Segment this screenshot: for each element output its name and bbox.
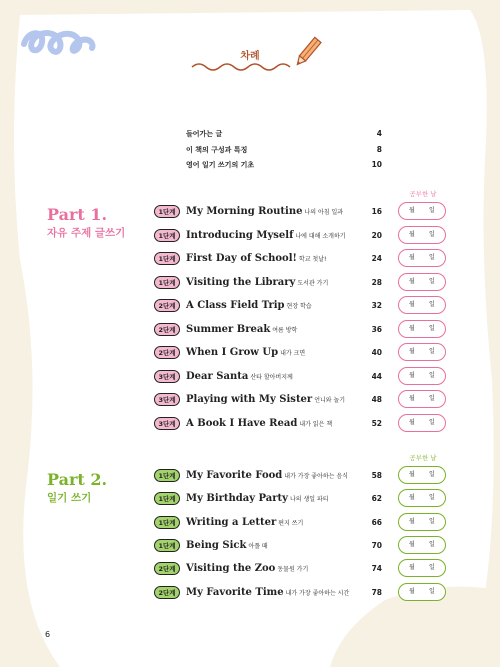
blue-loop-doodle: [18, 24, 98, 60]
day-label: 일: [429, 301, 435, 308]
part1-title: Part 1.: [47, 205, 108, 224]
entry-korean-title: 여름 방학: [272, 326, 298, 334]
entry-korean-title: 아플 때: [248, 542, 268, 550]
toc-entry[interactable]: [150, 490, 450, 508]
entry-title: [186, 368, 293, 387]
entry-title: [186, 321, 297, 340]
entry-page-number: 70: [371, 540, 382, 550]
day-label: 일: [429, 540, 435, 548]
entry-page-number: 16: [371, 207, 382, 216]
entry-korean-title: 내가 가장 좋아하는 시간: [285, 589, 350, 597]
toc-entry[interactable]: [150, 537, 450, 555]
entry-english-title: Being Sick: [186, 539, 247, 551]
study-date-box[interactable]: [398, 513, 446, 531]
entry-page-number: 36: [371, 324, 382, 334]
entry-korean-title: 내가 읽은 책: [299, 420, 333, 428]
entry-english-title: Playing with My Sister: [186, 394, 313, 405]
month-label: 월: [409, 277, 415, 285]
entry-english-title: A Book I Have Read: [186, 417, 298, 429]
entry-page-number: 66: [371, 517, 382, 527]
intro-page: 8: [376, 145, 382, 154]
entry-korean-title: 동물원 가기: [277, 566, 309, 574]
toc-entry[interactable]: [150, 368, 450, 386]
study-date-box[interactable]: [398, 367, 446, 385]
toc-entry[interactable]: [150, 514, 450, 532]
entry-korean-title: 편지 쓰기: [278, 519, 304, 527]
entry-page-number: 78: [371, 587, 382, 597]
level-badge: 1단계: [154, 276, 180, 289]
level-badge: 1단계: [154, 539, 180, 552]
toc-entry[interactable]: [150, 274, 450, 292]
day-label: 일: [429, 230, 435, 238]
entry-title: [186, 560, 308, 579]
day-label: 일: [429, 471, 435, 478]
entry-page-number: 24: [371, 254, 382, 263]
day-label: 일: [429, 348, 435, 355]
level-badge: 2단계: [154, 299, 180, 312]
entry-title: [186, 584, 349, 603]
toc-entry[interactable]: [150, 321, 450, 339]
intro-page: 4: [376, 129, 382, 138]
study-date-box[interactable]: [398, 559, 446, 577]
page-number: 6: [45, 630, 51, 639]
entry-title: [186, 344, 305, 363]
toc-entry[interactable]: [150, 391, 450, 409]
toc-entry[interactable]: [150, 250, 450, 268]
entry-page-number: 74: [371, 564, 382, 574]
day-label: 일: [429, 324, 435, 332]
entry-english-title: Writing a Letter: [186, 516, 277, 528]
study-date-box[interactable]: [398, 296, 446, 314]
study-date-box[interactable]: [398, 320, 446, 338]
entry-page-number: 28: [371, 277, 382, 287]
month-label: 월: [409, 348, 415, 355]
month-label: 월: [409, 564, 415, 572]
toc-entry[interactable]: [150, 203, 450, 221]
intro-row-foreword[interactable]: [186, 127, 382, 141]
entry-page-number: 32: [371, 301, 382, 310]
part2-subtitle: 일기 쓰기: [47, 492, 92, 504]
entry-title: [186, 514, 303, 533]
entry-korean-title: 내가 크면: [280, 350, 306, 357]
day-label: 일: [429, 207, 435, 214]
entry-page-number: 20: [371, 230, 382, 240]
study-date-box[interactable]: [398, 466, 446, 484]
entry-page-number: 48: [371, 395, 382, 404]
toc-entry[interactable]: [150, 415, 450, 433]
month-label: 월: [409, 587, 415, 595]
wavy-underline: [190, 60, 300, 74]
entry-title: [186, 297, 312, 316]
day-label: 일: [429, 254, 435, 261]
month-label: 월: [409, 540, 415, 548]
day-label: 일: [429, 587, 435, 595]
day-label: 일: [429, 395, 435, 402]
entry-page-number: 62: [371, 494, 382, 504]
intro-page: 10: [371, 160, 382, 169]
entry-english-title: First Day of School!: [186, 253, 297, 264]
entry-english-title: My Favorite Food: [186, 470, 283, 481]
level-badge: 3단계: [154, 417, 180, 430]
study-date-box[interactable]: [398, 343, 446, 361]
day-label: 일: [429, 371, 435, 379]
entry-english-title: Introducing Myself: [186, 229, 294, 241]
level-badge: 1단계: [154, 516, 180, 529]
part2-title: Part 2.: [47, 470, 108, 489]
entry-korean-title: 산타 할아버지께: [250, 373, 293, 381]
entry-english-title: My Morning Routine: [186, 206, 303, 217]
level-badge: 3단계: [154, 370, 180, 383]
day-label: 일: [429, 517, 435, 525]
intro-label: 들어가는 글: [186, 130, 223, 138]
entry-korean-title: 나에 대해 소개하기: [295, 232, 346, 240]
entry-english-title: When I Grow Up: [186, 347, 279, 358]
study-date-box[interactable]: [398, 202, 446, 220]
level-badge: 2단계: [154, 346, 180, 359]
toc-entry[interactable]: [150, 560, 450, 578]
entry-title: [186, 467, 348, 486]
month-label: 월: [409, 230, 415, 238]
toc-entry[interactable]: [150, 584, 450, 602]
toc-entry[interactable]: [150, 227, 450, 245]
entry-title: [186, 203, 343, 222]
month-label: 월: [409, 371, 415, 379]
entry-english-title: My Birthday Party: [186, 493, 288, 505]
entry-korean-title: 나의 아침 일과: [304, 209, 344, 216]
entry-korean-title: 내가 가장 좋아하는 음식: [284, 473, 348, 480]
study-date-box[interactable]: [398, 273, 446, 291]
entry-page-number: 40: [371, 348, 382, 357]
entry-korean-title: 현장 학습: [286, 303, 312, 310]
level-badge: 1단계: [154, 229, 180, 242]
entry-title: [186, 490, 329, 509]
toc-entry[interactable]: [150, 297, 450, 315]
part2-study-label: 공부한 날: [409, 454, 437, 462]
level-badge: 2단계: [154, 586, 180, 599]
entry-english-title: Dear Santa: [186, 370, 249, 382]
level-badge: 2단계: [154, 323, 180, 336]
study-date-box[interactable]: [398, 414, 446, 432]
intro-row-structure[interactable]: [186, 143, 382, 157]
intro-label: 이 책의 구성과 특징: [186, 146, 248, 154]
entry-english-title: Visiting the Zoo: [186, 563, 276, 575]
entry-title: [186, 537, 268, 556]
entry-page-number: 58: [371, 471, 382, 480]
intro-row-basics[interactable]: [186, 158, 382, 172]
level-badge: 1단계: [154, 469, 180, 482]
part1-subtitle: 자유 주제 글쓰기: [47, 227, 126, 239]
entry-page-number: 44: [371, 371, 382, 381]
entry-korean-title: 학교 첫날!: [298, 256, 327, 263]
month-label: 월: [409, 517, 415, 525]
intro-label: 영어 일기 쓰기의 기초: [186, 161, 255, 169]
entry-title: [186, 415, 332, 434]
toc-entry[interactable]: [150, 344, 450, 362]
level-badge: 1단계: [154, 205, 180, 218]
day-label: 일: [429, 277, 435, 285]
level-badge: 1단계: [154, 492, 180, 505]
month-label: 월: [409, 207, 415, 214]
entry-korean-title: 도서관 가기: [297, 279, 329, 287]
day-label: 일: [429, 564, 435, 572]
entry-korean-title: 나의 생일 파티: [289, 496, 329, 504]
study-date-box[interactable]: [398, 536, 446, 554]
month-label: 월: [409, 418, 415, 426]
entry-title: [186, 250, 326, 269]
month-label: 월: [409, 324, 415, 332]
level-badge: 1단계: [154, 252, 180, 265]
month-label: 월: [409, 395, 415, 402]
day-label: 일: [429, 418, 435, 426]
toc-entry[interactable]: [150, 467, 450, 485]
entry-title: [186, 274, 328, 293]
page-title: 차례: [240, 51, 260, 62]
entry-page-number: 52: [371, 418, 382, 428]
month-label: 월: [409, 301, 415, 308]
study-date-box[interactable]: [398, 249, 446, 267]
entry-english-title: Summer Break: [186, 323, 271, 335]
level-badge: 2단계: [154, 562, 180, 575]
study-date-box[interactable]: [398, 489, 446, 507]
month-label: 월: [409, 494, 415, 502]
pencil-icon: [290, 35, 324, 71]
part1-study-label: 공부한 날: [409, 190, 437, 198]
entry-title: [186, 227, 346, 246]
entry-korean-title: 언니와 놀기: [314, 397, 346, 404]
entry-english-title: Visiting the Library: [186, 276, 296, 288]
entry-english-title: My Favorite Time: [186, 586, 284, 598]
level-badge: 3단계: [154, 393, 180, 406]
entry-title: [186, 391, 345, 410]
study-date-box[interactable]: [398, 390, 446, 408]
month-label: 월: [409, 254, 415, 261]
entry-english-title: A Class Field Trip: [186, 300, 285, 311]
study-date-box[interactable]: [398, 583, 446, 601]
month-label: 월: [409, 471, 415, 478]
study-date-box[interactable]: [398, 226, 446, 244]
day-label: 일: [429, 494, 435, 502]
